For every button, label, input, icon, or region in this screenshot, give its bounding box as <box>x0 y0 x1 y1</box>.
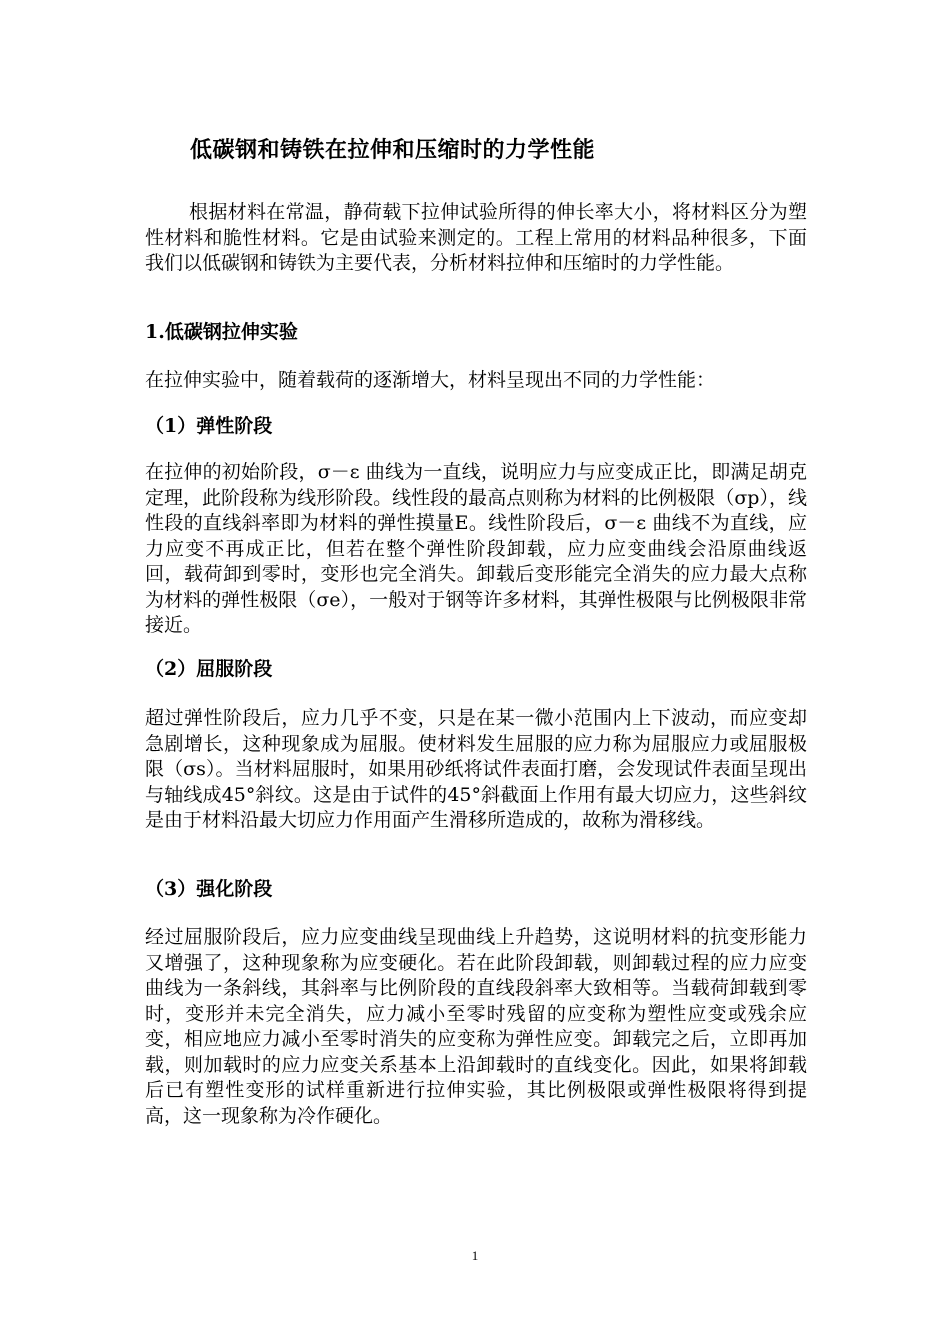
hardening-stage-paragraph: 经过屈服阶段后，应力应变曲线呈现曲线上升趋势，这说明材料的抗变形能力又增强了，这种现象称为应变硬化。若在此阶段卸载，则卸载过程的应力应变曲线为一条斜线，其斜率与比例阶段的直线段斜率大致相等。当载荷卸载到零时，变形并未完全消失，应力减小至零时残留的应变称为塑性应变或残余应变，相应地应力减小至零时消失的应变称为弹性应变。卸载完之后，立即再加载，则加载时的应力应变关系基本上沿卸载时的直线变化。因此，如果将卸载后已有塑性变形的试样重新进行拉伸实验，其比例极限或弹性极限将得到提高，这一现象称为冷作硬化。 <box>145 926 807 1127</box>
subheading-yield-stage: （2）屈服阶段 <box>145 658 273 680</box>
section-lead-paragraph: 在拉伸实验中，随着载荷的逐渐增大，材料呈现出不同的力学性能： <box>145 369 716 391</box>
page-title: 低碳钢和铸铁在拉伸和压缩时的力学性能 <box>190 137 596 163</box>
intro-paragraph: 根据材料在常温，静荷载下拉伸试验所得的伸长率大小，将材料区分为塑性材料和脆性材料。它是由试验来测定的。工程上常用的材料品种很多，下面我们以低碳钢和铸铁为主要代表，分析材料拉伸和压缩时的力学性能。 <box>145 201 807 274</box>
elastic-stage-paragraph: 在拉伸的初始阶段，σ－ε 曲线为一直线，说明应力与应变成正比，即满足胡克定理，此阶段称为线形阶段。线性段的最高点则称为材料的比例极限（σp），线性段的直线斜率即为材料的弹性摸量E。线性阶段后，σ－ε 曲线不为直线，应力应变不再成正比，但若在整个弹性阶段卸载，应力应变曲线会沿原曲线返回，载荷卸到零时，变形也完全消失。卸载后变形能完全消失的应力最大点称为材料的弹性极限（σe），一般对于钢等许多材料，其弹性极限与比例极限非常接近。 <box>145 461 807 636</box>
subheading-hardening-stage: （3）强化阶段 <box>145 878 273 900</box>
section-heading-low-carbon-steel: 1.低碳钢拉伸实验 <box>145 321 298 343</box>
subheading-elastic-stage: （1）弹性阶段 <box>145 415 273 437</box>
yield-stage-paragraph: 超过弹性阶段后，应力几乎不变，只是在某一微小范围内上下波动，而应变却急剧增长，这种现象成为屈服。使材料发生屈服的应力称为屈服应力或屈服极限（σs）。当材料屈服时，如果用砂纸将试件表面打磨，会发现试件表面呈现出与轴线成45°斜纹。这是由于试件的45°斜截面上作用有最大切应力，这些斜纹是由于材料沿最大切应力作用面产生滑移所造成的，故称为滑移线。 <box>145 707 807 831</box>
page-number: 1 <box>471 1248 479 1263</box>
